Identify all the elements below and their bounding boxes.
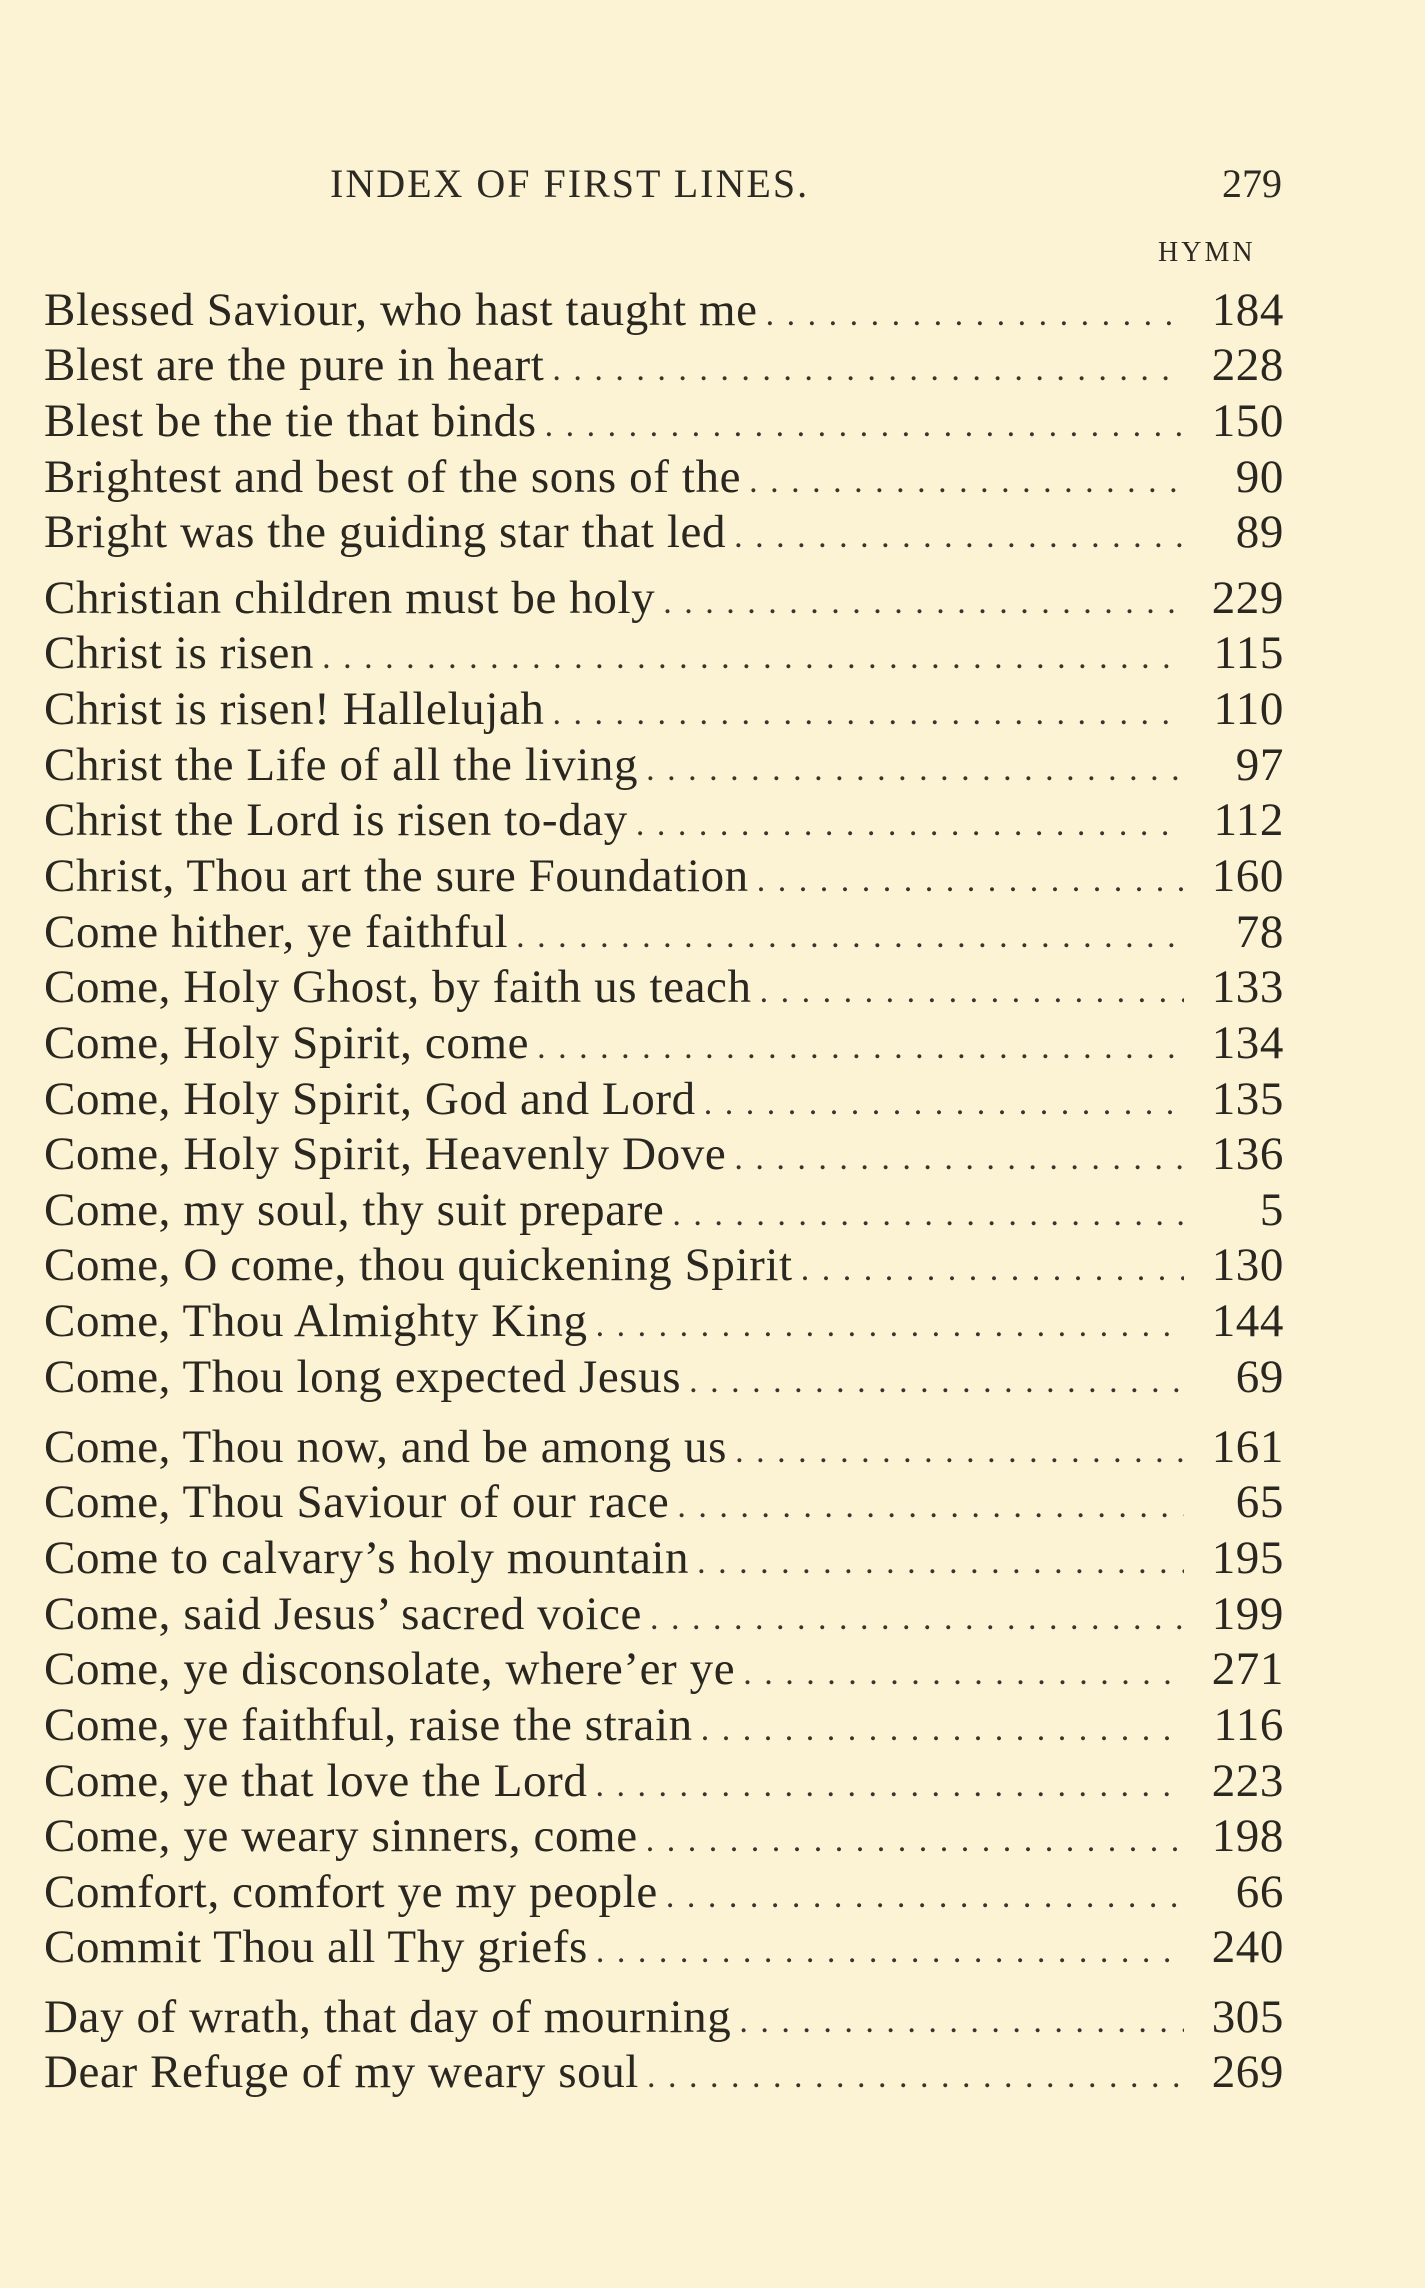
dot-leader: [672, 1188, 1184, 1242]
index-entry: [44, 1420, 1284, 1474]
first-line-text: Come to calvary’s holy mountain: [44, 1532, 690, 1584]
page-number: 279: [1222, 161, 1282, 206]
first-line-text: Come, Thou Saviour of our race: [44, 1476, 670, 1528]
index-entry: [44, 1642, 1284, 1696]
index-entry: [44, 1587, 1284, 1641]
index-entry: [44, 571, 1284, 625]
first-line-text: Come, Holy Ghost, by faith us teach: [44, 961, 752, 1013]
dot-leader: [596, 1925, 1184, 1979]
first-line-text: Christian children must be holy: [44, 572, 656, 624]
hymn-number: 89: [1235, 506, 1284, 558]
index-entry: [44, 626, 1284, 680]
hymn-number: 97: [1235, 739, 1284, 791]
hymn-number: 198: [1211, 1810, 1284, 1862]
running-head: [0, 160, 1425, 210]
hymn-number: 134: [1211, 1017, 1284, 1069]
dot-leader: [646, 1814, 1184, 1868]
first-line-text: Come, said Jesus’ sacred voice: [44, 1588, 642, 1640]
hymn-number: 184: [1211, 284, 1284, 336]
hymn-number: 136: [1211, 1128, 1284, 1180]
index-entry: [44, 849, 1284, 903]
first-line-text: Come, ye that love the Lord: [44, 1755, 588, 1807]
first-line-text: Come, O come, thou quickening Spirit: [44, 1239, 793, 1291]
hymn-number: 78: [1235, 906, 1284, 958]
hymn-number: 160: [1211, 850, 1284, 902]
first-line-text: Bright was the guiding star that led: [44, 506, 727, 558]
hymn-number: 199: [1211, 1588, 1284, 1640]
index-entry: [44, 1698, 1284, 1752]
dot-leader: [734, 1132, 1184, 1186]
index-entry: [44, 1350, 1284, 1404]
first-line-text: Comfort, comfort ye my people: [44, 1866, 658, 1918]
first-line-text: Blest be the tie that binds: [44, 395, 537, 447]
dot-leader: [666, 1870, 1184, 1924]
index-entry: [44, 2045, 1284, 2099]
dot-leader: [743, 1647, 1184, 1701]
first-line-text: Dear Refuge of my weary soul: [44, 2046, 639, 2098]
dot-leader: [663, 576, 1184, 630]
dot-leader: [735, 1425, 1184, 1479]
first-line-text: Christ is risen: [44, 627, 315, 679]
dot-leader: [545, 399, 1184, 453]
first-line-text: Come, Holy Spirit, God and Lord: [44, 1073, 696, 1125]
index-entry: [44, 905, 1284, 959]
dot-leader: [596, 1759, 1184, 1813]
dot-leader: [689, 1355, 1184, 1409]
index-entry: [44, 1183, 1284, 1237]
dot-leader: [801, 1243, 1184, 1297]
index-entry: [44, 1475, 1284, 1529]
dot-leader: [704, 1077, 1184, 1131]
dot-leader: [647, 2050, 1184, 2104]
first-line-text: Brightest and best of the sons of the: [44, 451, 742, 503]
first-line-text: Christ is risen! Hallelujah: [44, 683, 545, 735]
index-entry: [44, 1072, 1284, 1126]
first-line-text: Come, Holy Spirit, come: [44, 1017, 530, 1069]
first-line-text: Come, Thou now, and be among us: [44, 1421, 728, 1473]
index-entry: [44, 1809, 1284, 1863]
first-line-text: Come, my soul, thy suit prepare: [44, 1184, 665, 1236]
hymn-number: 65: [1235, 1476, 1284, 1528]
hymn-number: 269: [1211, 2046, 1284, 2098]
dot-leader: [322, 631, 1184, 685]
hymn-number: 115: [1213, 627, 1284, 679]
hymn-number: 69: [1235, 1351, 1284, 1403]
dot-leader: [701, 1703, 1184, 1757]
dot-leader: [760, 965, 1184, 1019]
dot-leader: [650, 1592, 1184, 1646]
dot-leader: [739, 1995, 1184, 2049]
hymn-number: 135: [1211, 1073, 1284, 1125]
index-entry: [44, 1238, 1284, 1292]
hymn-column-label: HYMN: [1158, 237, 1256, 268]
first-line-text: Day of wrath, that day of mourning: [44, 1991, 732, 2043]
first-line-text: Commit Thou all Thy griefs: [44, 1921, 588, 1973]
first-line-text: Come, ye disconsolate, where’er ye: [44, 1643, 736, 1695]
index-entry: [44, 505, 1284, 559]
first-line-text: Blest are the pure in heart: [44, 339, 545, 391]
first-line-text: Christ the Life of all the living: [44, 739, 639, 791]
hymn-number: 66: [1235, 1866, 1284, 1918]
index-entry: [44, 1127, 1284, 1181]
first-line-text: Come hither, ye faithful: [44, 906, 509, 958]
hymn-number: 130: [1211, 1239, 1284, 1291]
dot-leader: [537, 1021, 1184, 1075]
index-entry: [44, 1016, 1284, 1070]
first-line-text: Blessed Saviour, who hast taught me: [44, 284, 758, 336]
index-entry: [44, 338, 1284, 392]
hymn-number: 110: [1213, 683, 1284, 735]
dot-leader: [766, 288, 1184, 342]
index-entry: [44, 1920, 1284, 1974]
index-entry: [44, 738, 1284, 792]
hymn-number: 144: [1211, 1295, 1284, 1347]
index-entry: [44, 1754, 1284, 1808]
dot-leader: [552, 687, 1184, 741]
first-line-text: Come, Thou long expected Jesus: [44, 1351, 682, 1403]
hymn-number: 240: [1211, 1921, 1284, 1973]
hymn-number: 228: [1211, 339, 1284, 391]
index-entry: [44, 1294, 1284, 1348]
hymn-number: 223: [1211, 1755, 1284, 1807]
index-entry: [44, 394, 1284, 448]
dot-leader: [552, 343, 1184, 397]
hymn-number: 133: [1211, 961, 1284, 1013]
hymn-number: 229: [1211, 572, 1284, 624]
first-line-text: Come, Holy Spirit, Heavenly Dove: [44, 1128, 727, 1180]
hymn-number: 5: [1259, 1184, 1284, 1236]
hymn-number: 150: [1211, 395, 1284, 447]
hymn-number: 305: [1211, 1991, 1284, 2043]
dot-leader: [636, 798, 1184, 852]
dot-leader: [646, 743, 1184, 797]
dot-leader: [749, 455, 1184, 509]
first-line-text: Come, ye faithful, raise the strain: [44, 1699, 693, 1751]
index-entry: [44, 450, 1284, 504]
dot-leader: [596, 1299, 1184, 1353]
hymn-number: 116: [1213, 1699, 1284, 1751]
first-line-text: Come, Thou Almighty King: [44, 1295, 588, 1347]
hymn-number: 195: [1211, 1532, 1284, 1584]
hymn-number: 112: [1213, 794, 1284, 846]
index-entry: [44, 1990, 1284, 2044]
index-entry: [44, 682, 1284, 736]
first-line-text: Christ the Lord is risen to-day: [44, 794, 628, 846]
dot-leader: [697, 1536, 1184, 1590]
dot-leader: [677, 1480, 1184, 1534]
index-entry: [44, 1865, 1284, 1919]
first-line-text: Christ, Thou art the sure Foundation: [44, 850, 749, 902]
index-entry: [44, 793, 1284, 847]
dot-leader: [516, 910, 1184, 964]
index-entry: [44, 1531, 1284, 1585]
index-entry: [44, 283, 1284, 337]
index-entry: [44, 960, 1284, 1014]
dot-leader: [757, 854, 1184, 908]
first-line-text: Come, ye weary sinners, come: [44, 1810, 638, 1862]
dot-leader: [734, 510, 1184, 564]
page-title: INDEX OF FIRST LINES.: [330, 161, 810, 206]
hymn-number: 161: [1211, 1421, 1284, 1473]
hymn-number: 271: [1211, 1643, 1284, 1695]
hymn-number: 90: [1235, 451, 1284, 503]
